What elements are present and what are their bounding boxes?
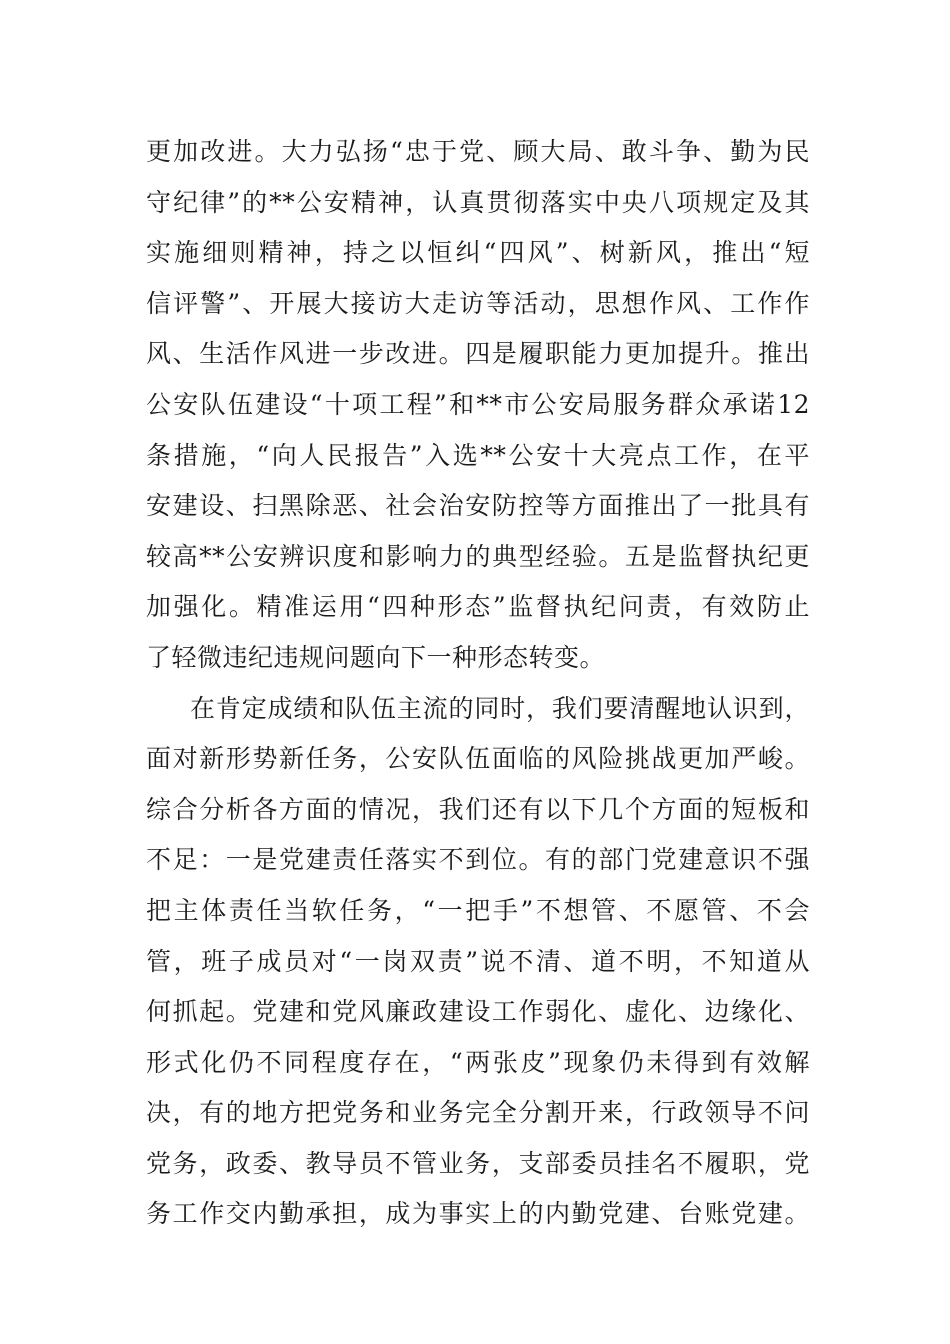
text-line: 较高**公安辨识度和影响力的典型经验。五是监督执纪更 <box>146 541 810 571</box>
text-line: 决，有的地方把党务和业务完全分割开来，行政领导不问 <box>146 1098 810 1128</box>
text-line: 面对新形势新任务，公安队伍面临的风险挑战更加严峻。 <box>146 744 810 774</box>
paragraph-end-line: 了轻微违纪违规问题向下一种形态转变。 <box>146 642 606 672</box>
text-line: 公安队伍建设“十项工程”和**市公安局服务群众承诺12 <box>146 389 810 419</box>
text-line: 条措施，“向人民报告”入选**公安十大亮点工作，在平 <box>146 440 810 470</box>
text-line: 不足：一是党建责任落实不到位。有的部门党建意识不强 <box>146 845 810 875</box>
paragraph-first-line: 在肯定成绩和队伍主流的同时，我们要清醒地认识到， <box>190 693 810 723</box>
text-line: 信评警”、开展大接访大走访等活动，思想作风、工作作 <box>146 288 810 318</box>
text-line: 党务，政委、教导员不管业务，支部委员挂名不履职，党 <box>146 1148 810 1178</box>
text-line: 更加改进。大力弘扬“忠于党、顾大局、敢斗争、勤为民 <box>146 137 810 166</box>
text-line: 安建设、扫黑除恶、社会治安防控等方面推出了一批具有 <box>146 491 810 521</box>
text-line: 加强化。精准运用“四种形态”监督执纪问责，有效防止 <box>146 592 810 622</box>
text-line: 管，班子成员对“一岗双责”说不清、道不明，不知道从 <box>146 946 810 976</box>
text-line: 守纪律”的**公安精神，认真贯彻落实中央八项规定及其 <box>146 187 810 217</box>
text-line: 风、生活作风进一步改进。四是履职能力更加提升。推出 <box>146 339 810 369</box>
text-line: 务工作交内勤承担，成为事实上的内勤党建、台账党建。 <box>146 1199 810 1229</box>
document-body <box>146 127 810 1240</box>
text-line: 综合分析各方面的情况，我们还有以下几个方面的短板和 <box>146 794 810 824</box>
text-line: 形式化仍不同程度存在，“两张皮”现象仍未得到有效解 <box>146 1047 810 1077</box>
text-line: 把主体责任当软任务，“一把手”不想管、不愿管、不会 <box>146 895 810 925</box>
text-line: 实施细则精神，持之以恒纠“四风”、树新风，推出“短 <box>146 238 810 268</box>
text-line: 何抓起。党建和党风廉政建设工作弱化、虚化、边缘化、 <box>146 997 810 1027</box>
